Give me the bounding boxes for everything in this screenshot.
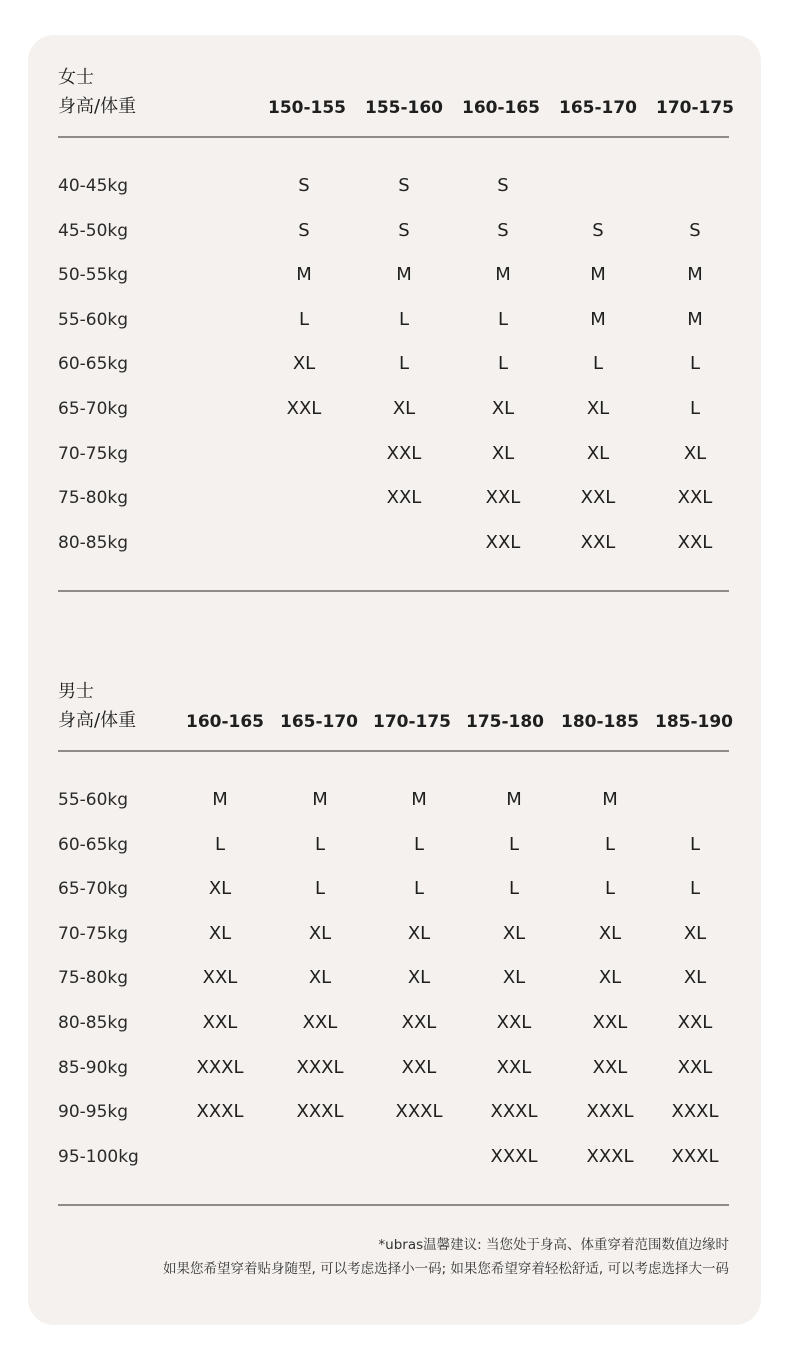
men-size-cell: XXXL <box>671 1101 719 1123</box>
women-size-cell: XL <box>491 442 515 464</box>
men-size-cell: L <box>314 833 326 855</box>
women-size-cell: XXL <box>386 442 422 464</box>
women-size-cell: XXL <box>485 531 521 553</box>
men-size-cell: L <box>689 833 701 855</box>
women-size-cell: XXL <box>485 487 521 509</box>
men-size-cell: M <box>602 789 618 810</box>
women-size-cell: XL <box>586 398 610 419</box>
women-weight-label: 80-85kg <box>58 532 129 553</box>
women-size-cell: L <box>398 353 410 375</box>
men-size-cell: XXL <box>677 1056 713 1078</box>
men-weight-label: 70-75kg <box>58 923 129 944</box>
men-size-cell: XL <box>502 967 526 989</box>
men-size-cell: XXXL <box>296 1101 344 1123</box>
men-height-column: 170-175 <box>372 712 452 732</box>
women-size-cell: S <box>592 219 604 241</box>
women-title: 女士 <box>58 67 94 88</box>
men-size-cell: L <box>413 878 425 900</box>
women-header-divider <box>58 136 729 138</box>
women-footer-divider <box>58 590 729 592</box>
women-weight-label: 55-60kg <box>58 309 129 330</box>
men-title: 男士 <box>58 681 94 702</box>
men-weight-label: 95-100kg <box>58 1146 139 1167</box>
men-size-cell: XL <box>407 922 431 944</box>
men-weight-label: 65-70kg <box>58 879 129 900</box>
men-size-cell: XL <box>208 878 232 900</box>
men-size-cell: L <box>604 878 616 900</box>
men-size-cell: L <box>689 878 701 900</box>
women-size-cell: M <box>296 264 312 286</box>
women-weight-label: 75-80kg <box>58 488 129 509</box>
men-size-cell: XXXL <box>490 1145 538 1167</box>
men-weight-label: 75-80kg <box>58 968 129 989</box>
women-size-cell: L <box>689 353 701 375</box>
men-height-column: 185-190 <box>654 712 734 732</box>
men-height-column: 160-165 <box>185 712 265 732</box>
women-size-cell: M <box>396 264 412 286</box>
men-size-cell: XXL <box>401 1056 437 1078</box>
women-size-cell: M <box>495 264 511 286</box>
men-size-cell: XXL <box>677 1012 713 1033</box>
women-height-column: 155-160 <box>364 98 444 118</box>
men-weight-label: 55-60kg <box>58 790 129 810</box>
women-weight-label: 40-45kg <box>58 176 129 196</box>
women-size-cell: M <box>687 264 703 286</box>
women-size-cell: XL <box>586 442 610 464</box>
men-size-cell: XL <box>598 922 622 944</box>
women-size-cell: L <box>689 398 701 419</box>
men-size-cell: L <box>508 833 520 855</box>
men-weight-label: 90-95kg <box>58 1102 129 1123</box>
men-size-cell: L <box>413 833 425 855</box>
women-size-cell: XXL <box>386 487 422 509</box>
women-size-cell: M <box>590 264 606 286</box>
men-size-cell: XL <box>308 967 332 989</box>
men-size-cell: XL <box>308 922 332 944</box>
men-size-cell: XXXL <box>586 1145 634 1167</box>
men-size-cell: L <box>604 833 616 855</box>
women-size-cell: XXL <box>580 487 616 509</box>
men-size-cell: XXL <box>496 1056 532 1078</box>
men-size-cell: L <box>508 878 520 900</box>
men-size-cell: L <box>214 833 226 855</box>
men-size-cell: XXXL <box>671 1145 719 1167</box>
men-height-weight-label: 身高/体重 <box>58 710 137 731</box>
men-size-cell: XL <box>208 922 232 944</box>
men-size-cell: M <box>312 789 328 810</box>
men-size-cell: M <box>411 789 427 810</box>
women-weight-label: 50-55kg <box>58 265 129 286</box>
women-weight-label: 70-75kg <box>58 443 129 464</box>
women-size-cell: S <box>398 175 410 196</box>
women-height-column: 170-175 <box>655 98 735 118</box>
women-size-cell: XL <box>491 398 515 419</box>
women-size-cell: L <box>497 308 509 330</box>
men-size-cell: XL <box>502 922 526 944</box>
men-size-cell: XXL <box>401 1012 437 1033</box>
men-weight-label: 80-85kg <box>58 1013 129 1033</box>
women-weight-label: 65-70kg <box>58 399 129 419</box>
fit-advice-note: 如果您希望穿着贴身随型, 可以考虑选择小一码; 如果您希望穿着轻松舒适, 可以考虑选择大一码 <box>162 1261 729 1277</box>
men-height-column: 165-170 <box>279 712 359 732</box>
women-size-cell: M <box>590 308 606 330</box>
men-footer-divider <box>58 1204 729 1206</box>
women-size-cell: S <box>298 175 310 196</box>
men-size-cell: M <box>506 789 522 810</box>
men-size-cell: XXXL <box>586 1101 634 1123</box>
men-size-cell: XXXL <box>296 1056 344 1078</box>
women-size-cell: S <box>689 219 701 241</box>
women-size-cell: XL <box>683 442 707 464</box>
men-size-cell: XXL <box>496 1012 532 1033</box>
women-size-cell: S <box>497 219 509 241</box>
women-size-cell: S <box>398 219 410 241</box>
women-size-cell: L <box>398 308 410 330</box>
women-size-cell: S <box>298 219 310 241</box>
men-size-cell: XXXL <box>196 1101 244 1123</box>
men-weight-label: 60-65kg <box>58 834 129 855</box>
women-size-cell: L <box>497 353 509 375</box>
women-size-cell: XXL <box>677 487 713 509</box>
men-header-divider <box>58 750 729 752</box>
men-weight-label: 85-90kg <box>58 1057 129 1078</box>
women-size-cell: L <box>298 308 310 330</box>
men-size-cell: XL <box>683 922 707 944</box>
women-size-cell: XXL <box>677 531 713 553</box>
men-height-column: 175-180 <box>465 712 545 732</box>
men-size-cell: XXXL <box>196 1056 244 1078</box>
women-height-weight-label: 身高/体重 <box>58 96 137 117</box>
men-size-cell: XL <box>407 967 431 989</box>
men-size-cell: XXL <box>592 1012 628 1033</box>
men-size-cell: M <box>212 789 228 810</box>
women-weight-label: 60-65kg <box>58 354 129 375</box>
women-size-cell: XL <box>392 398 416 419</box>
men-size-cell: XXL <box>592 1056 628 1078</box>
women-size-cell: XXL <box>286 398 322 419</box>
women-height-column: 160-165 <box>461 98 541 118</box>
men-size-cell: XXXL <box>490 1101 538 1123</box>
men-height-column: 180-185 <box>560 712 640 732</box>
women-size-cell: S <box>497 175 509 196</box>
men-size-cell: L <box>314 878 326 900</box>
men-size-cell: XXXL <box>395 1101 443 1123</box>
men-size-cell: XL <box>683 967 707 989</box>
women-height-column: 165-170 <box>558 98 638 118</box>
men-size-cell: XXL <box>202 1012 238 1033</box>
women-size-cell: M <box>687 308 703 330</box>
men-size-cell: XL <box>598 967 622 989</box>
fit-advice-note: *ubras温馨建议: 当您处于身高、体重穿着范围数值边缘时 <box>378 1237 729 1253</box>
women-size-cell: XL <box>292 353 316 375</box>
women-size-cell: XXL <box>580 531 616 553</box>
women-size-cell: L <box>592 353 604 375</box>
women-height-column: 150-155 <box>267 98 347 118</box>
women-weight-label: 45-50kg <box>58 220 129 241</box>
men-size-cell: XXL <box>302 1012 338 1033</box>
men-size-cell: XXL <box>202 967 238 989</box>
